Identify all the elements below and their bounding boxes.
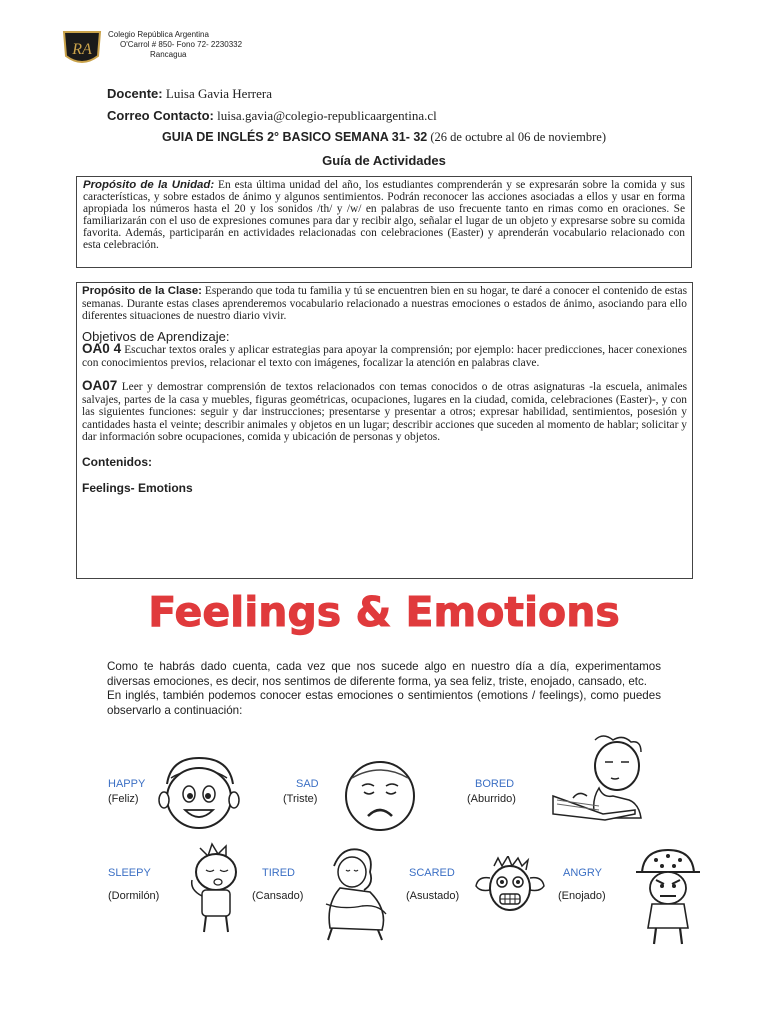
guide-dates: (26 de octubre al 06 de noviembre): [430, 130, 606, 144]
school-address: O'Carrol # 850- Fono 72- 2230332: [120, 40, 243, 49]
guide-title: [0, 130, 768, 145]
unit-purpose-text: En esta última unidad del año, los estudiantes comprenderán y se expresarán sobre la comida y sus características, y sobre estados de ánimo y algunos sentimientos. Podrán reconocer las acciones asociadas a ellos y usar en forma apropiada los números hasta el 20 y los sonidos /th/ y /w/ en palabras de uso frecuente tanto en rimas como en oraciones. Se familiarizarán con el uso de expresiones comunes para dar y recibir algo, señalar el lugar de un objeto y expresarse sobre su comida favorita. Además, participarán en actividades relacionadas con celebraciones (Easter) y aprenderán vocabulario relacionado con esta celebración.: [83, 179, 685, 251]
class-purpose-text: Esperando que toda tu familia y tú se encuentren bien en su hogar, te daré a conocer el contenido de estas semanas. Durante estas clases aprenderemos vocabulario relacionado a nuestras emociones o estados de ánimo, asociando para ello diferentes situaciones de nuestro diario vivir.: [82, 285, 687, 322]
emotion-sleepy-label: SLEEPY: [108, 867, 151, 879]
contents-value: Feelings- Emotions: [82, 481, 193, 495]
class-purpose-label: Propósito de la Clase:: [82, 285, 202, 297]
oa07-text: Leer y demostrar comprensión de textos relacionados con temas conocidos o de otras asignaturas -la escuela, animales salvajes, partes de la casa y muebles, figuras geométricas, ocupaciones, lugares en la ciudad, comida, celebraciones (Easter)-, y con las siguientes funciones: seguir y dar instrucciones; presentarse y presentar a otros; expresar habilidad, sentimientos, posesión y cantidades hasta el veinte; describir animales y objetos en un lugar; describir acciones que suceden al momento de hablar; solicitar y dar información sobre ocupaciones, comida y ubicación de personas y objetos.: [82, 381, 687, 443]
scared-boy-icon: [472, 856, 548, 927]
objectives-heading: Objetivos de Aprendizaje:: [82, 328, 230, 344]
bored-boy-icon: [543, 734, 653, 831]
school-logo: [60, 28, 104, 68]
happy-boy-icon: [157, 754, 241, 839]
svg-text:RA: RA: [72, 41, 92, 58]
emotion-tired-label: TIRED: [262, 867, 295, 879]
angry-child-icon: [632, 846, 704, 951]
unit-purpose-label: Propósito de la Unidad:: [83, 179, 215, 191]
intro-p1: Como te habrás dado cuenta, cada vez que nos sucede algo en nuestro día a día, experimentamos diversas emociones, es decir, nos sentimos de diferente forma, ya sea feliz, triste, enojado, cansado, etc.: [107, 660, 661, 688]
tired-girl-icon: [312, 844, 396, 947]
teacher-label: Docente:: [107, 86, 163, 101]
contact-line: [107, 108, 437, 124]
unit-purpose-box: [76, 176, 692, 268]
teacher-name: Luisa Gavia Herrera: [165, 86, 272, 101]
guide-subtitle: Guía de Actividades: [322, 153, 446, 168]
emotion-scared-translation: (Asustado): [406, 890, 460, 902]
banner-title: Feelings & Emotions: [148, 588, 620, 636]
emotion-sleepy-translation: (Dormilón): [108, 890, 160, 902]
emotion-scared-label: SCARED: [409, 867, 455, 879]
emotion-happy-label: HAPPY: [108, 778, 146, 790]
oa04-text: Escuchar textos orales y aplicar estrategias para apoyar la comprensión; por ejemplo: hacer predicciones, hacer conexiones con conocimientos previos, relacionar el texto con imágenes, focalizar la atención en palabras clave.: [82, 344, 687, 369]
intro-text: [107, 660, 661, 718]
emotion-sad-translation: (Triste): [283, 793, 318, 805]
sleepy-boy-icon: [182, 842, 252, 941]
emotion-bored-translation: (Aburrido): [467, 793, 516, 805]
school-name: Colegio República Argentina: [108, 30, 209, 39]
emotion-sad-label: SAD: [296, 778, 319, 790]
emotion-bored-label: BORED: [475, 778, 515, 790]
emotion-tired-translation: (Cansado): [252, 890, 304, 902]
contact-label: Correo Contacto:: [107, 108, 214, 123]
oa04-code: OA0 4: [82, 341, 122, 356]
oa07-code: OA07: [82, 378, 118, 393]
class-purpose-box: [76, 282, 693, 579]
intro-p2: En inglés, también podemos conocer estas emociones o sentimientos (emotions / feelings), como puedes observarlo a continuación:: [107, 689, 661, 717]
school-header: [108, 30, 242, 60]
sad-face-icon: [340, 758, 420, 839]
contact-email[interactable]: luisa.gavia@colegio-republicaargentina.cl: [217, 108, 437, 123]
guide-title-text: GUIA DE INGLÉS 2° BASICO SEMANA 31- 32: [162, 130, 428, 144]
contents-label: Contenidos:: [82, 454, 152, 469]
emotion-angry-translation: (Enojado): [558, 890, 606, 902]
emotion-happy-translation: (Feliz): [108, 793, 139, 805]
teacher-line: [107, 86, 272, 102]
school-city: Rancagua: [150, 50, 187, 59]
emotion-angry-label: ANGRY: [563, 867, 602, 879]
feelings-banner: [148, 586, 620, 636]
